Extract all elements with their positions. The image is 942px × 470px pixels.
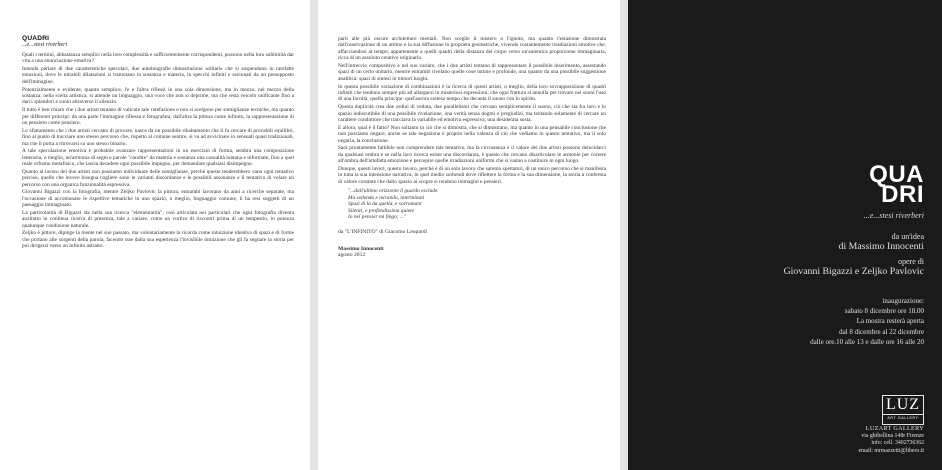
signature <box>338 246 606 259</box>
left-page <box>0 0 310 470</box>
gallery-address: via ghibellina 148r Firenze <box>861 432 924 439</box>
inauguration-date: sabato 8 dicembre ore 18.00 <box>844 307 924 316</box>
left-paragraphs <box>22 52 294 250</box>
poem-source: da "L'INFINITO" di Giacomo Leopardi <box>338 229 428 236</box>
logo-text: LUZ <box>885 396 921 413</box>
middle-text-column <box>338 36 606 258</box>
paragraph: La particolarità di Bigazzi sta nella sua ricerca "elementarità", così articolata nei particolari che ogni fotografia diventa anzitutto in continua ricerca di presenza, tale a variare, come un vortice di riscontri prima di un tempestio, in purezza qualunque condizione naturale. <box>22 209 294 229</box>
poem-line: Ma sedendo e mirando, interminati <box>348 194 425 201</box>
left-text-column <box>22 36 294 251</box>
page-heading: QUADRI <box>22 35 50 42</box>
gallery-email: email: mrmazzetti@libero.it <box>858 447 924 454</box>
paragraph: Dunque, questi lavori, questo lavoro, perché è di un solo lavoro che saremo spettatori, di un unico percorso che si manifesta in tutta la sua intensione narrativa, in quel medio sorbendi dove riflettere la forma e la sua dimensione, la storia a conferma di valore costante che dallo spazio ai scopre si rendono immagini e pensieri. <box>338 165 606 185</box>
signature-date: agosto 2012 <box>338 251 366 258</box>
schedule-block <box>810 296 924 347</box>
paragraph: Lo sfiatamento che i due artisti cercano di provare, nasce da un possibile ribaltamento che li fa cercare di provabili equilibri, fino al punto di tracciare uno stesso percorso che, rispetto al comune sentire, si va ad avvicinare in sensuali quasi tradizionali, ma che li porta a ritrovarsi su uno stesso binario. <box>22 127 294 147</box>
paragraph: Zeljko è pittore, dipinge la mente nel suo passato, ma volontariamente la ricorda come intuizione ideativa di spazi e di forme che portano alle sorgenti della parola, facendo trae dalla sua esperienza l'invisibile intuizione che gli fa segnare la storia per poi dirigersi verso un infinito astratto. <box>22 230 294 250</box>
title-line-1: QUA <box>869 161 924 188</box>
paragraph: A tale speculazione emotiva è probabile avanzare rappresentazioni in un esercizio di forma, sembra una composizione letteraria, o meglio, un'armonia di segni e parole "condite" da materia e sostanza una casualità lontana e informale, fino a quel reale orfismo metafisico, che lascia decadere ogni possibile impegno, per demandare qualsiasi disimpegno. <box>22 148 294 168</box>
gallery-phone: info: cell. 3402736362 <box>871 440 924 447</box>
paragraph: Sarà prontamente fattibile non comprendere tale tentativo, ma la circostanza è il valore dei due artisti possono delucidarci da qualsiasi ombra e se nella loro ricerca esiste una discordanza, è questo che cercano disarticolare le armonie per correre all'ombra dell'artefatta emozione e percepire quelle irradiazioni uniformi che si vanno a costituire in ogni luogo. <box>338 145 606 165</box>
paragraph: Nell'intreccio compositivo e nel suo variare, che i due artisti tentano di rappresentare il possibile inserimento, assestando spazi di un certo unitario, mentre entrambi rivelano quelle cose intime e profonde, una quanto da una possibile suggestione analitica: spazi di sintesi in minori luoghi. <box>338 63 606 82</box>
paragraph: In questa possibile variazione di combinazioni è la ricerca di questi artisti, o meglio, della loro sovrapposizione di quadri infiniti che tendono sempre più ad allargarsi in misteriosi espressioni, che ogni frattura si annulla per trovare nei suoni l'uso di una facoltà, quella principe: quel'aurora sottesa tempo che decanta il suono con lo spirito. <box>338 83 606 103</box>
paragraph: parti alle più oscure architetture mentali. Non sceglie il mistero o l'ignoto, ma quanto l'estasione dimostrata dall'osservazione di un attimo e la sua diffusione in proprietà geometriche, vivendo costantemente irradiazioni emotive che, affacciandosi al tempo, appartenente a quelli quadri della distanza del corpo verso un'autentica proporzione immaginaria, ricca di un assoluto creativo originario. <box>338 36 606 62</box>
gallery-logo <box>882 395 924 425</box>
open-line-1: La mostra resterà aperta <box>856 317 924 326</box>
exhibition-title <box>869 161 924 208</box>
exhibition-subtitle: ...e...stesi riverberi <box>863 211 924 220</box>
logo-subtext: ART GALLERY <box>883 414 923 422</box>
page-subheading: ...e...stesi riverberi <box>22 42 68 49</box>
title-line-2: DRI <box>881 181 924 208</box>
paragraph: Questa duplicità crea due ordini di veduta, due parallelismi che cercano semplicemente il suono, ciò che sta fra loro e lo spazio indiscutibile di una possibile rivelazione, una verità senza dogmi o pregiudizi, ma tentando solamente di cercare un carattere conduttore che tracciava la variabile ed emotiva espressiva, una desiderata sosta. <box>338 104 606 123</box>
idea-label: da un'idea <box>891 232 924 241</box>
paragraph: Intendo parlare di due caratteristiche speculari, due autobiografie dimostrazioni solitarie che si sospendono in rarefatte emozioni, dove le mirabili dilatazioni si tramutano in sostanza e materia, in specchi infiniti e sezionati da un presupposto dell'immagine. <box>22 66 294 85</box>
curator-name: di Massimo Innocenti <box>838 241 924 252</box>
artists-names: Giovanni Bigazzi e Zeljko Pavlovic <box>783 266 924 277</box>
inauguration-label: inaugurazione: <box>882 297 924 305</box>
poem-line: Io nel pensier mi fingo; ..." <box>348 214 407 221</box>
author-name: Massimo Innocenti <box>338 245 384 252</box>
gallery-name: LUZART GALLERY <box>865 425 924 432</box>
open-line-2: dal 8 dicembre al 22 dicembre <box>839 327 924 336</box>
artists-block <box>784 257 924 277</box>
paragraph: E allora, qual è il fatto? Non soltanto in ciò che si dimostra, che si dimostrano, ma quanto in una pensabile conclusione che non possiamo negare, anche se tale negazione è proprio nella valenza di ciò che vediamo in questo tentativo, ma il solo negarla, la conclusione. <box>338 124 606 144</box>
opening-hours: dalle ore.10 alle 13 e dalle ore 16 alle 20 <box>810 337 924 346</box>
middle-page <box>318 0 620 470</box>
paragraph: Potenzialmente e evidente, quanto semplice, l'e e l'altra riflessi in una sola dimensione, ma in mezzo, nel mezzo della sostanza, nella scelta artistica, si attende un linguaggio, una voce che non si deprime, ma che resta veicolo unificante fino a darci splendori e suoni attraverso il silenzio. <box>22 86 294 106</box>
middle-paragraphs <box>338 36 606 185</box>
poem-line: Spazi di là da quella, e sovrumani <box>348 201 422 208</box>
paragraph: Quali i termini, abbastanza semplici nella loro complessità e sufficientemente corrispondenti, possono nella loro sublimità dar vita a una enunciazione emotiva? <box>22 51 294 65</box>
cover-panel <box>628 0 942 470</box>
paragraph: Il tutto è ben chiaro che i due artisti tentano di valicare tale rarefazione e non si scelgono per somiglianze tecniche, ma quanto per differenti principi: da una parte l'immagine riflessa e fotografata, dall'altra la pittura come infinito, la rappresentazione di un pensiero come pensiero. <box>22 107 294 126</box>
poem-line: Silenzi, e profondissima quiete <box>348 207 414 214</box>
poem-quote <box>348 188 606 221</box>
works-label: opere di <box>898 257 924 266</box>
curator-block <box>839 232 924 252</box>
gallery-contact <box>858 425 924 455</box>
paragraph: Quanto al lavoro dei due artisti non possiamo individuare delle somiglianze, perché queste tenderebbero vano ogni tentativo preciso, quello che invece bisogna cogliere sono le varianti discordanze e le possibili assonanze e il tentativo di volare un percorso con una organica funzionalità espressiva. <box>22 168 294 188</box>
paragraph: Giovanni Bigazzi con la fotografia, mentre Zeljko Pavlovic la pittura, entrambi lavorano da anni a ricerche separate, ma l'occasione di accomunare le rispettive tematiche in uno spazio, o meglio, linguaggio comune, li ha resi soggetti di un paesaggio immaginato. <box>22 189 294 209</box>
poem-line: "...dall'ultimo orizzonte il guardo esclude. <box>348 188 439 195</box>
